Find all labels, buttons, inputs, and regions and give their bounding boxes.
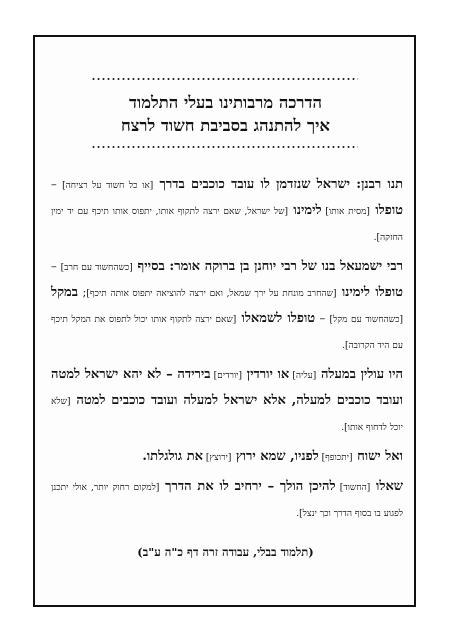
source-text: היו עולין במעלה: [316, 367, 403, 382]
source-text: בירידה – לא יהא ישראל למטה ועובד כוכבים למעלה, אלא ישראל למעלה ועובד כוכבים למטה: [51, 367, 403, 408]
source-text: את גולגלתו.: [142, 449, 203, 464]
separator-text: –: [315, 311, 330, 325]
source-text: להיכן הולך – ירחיב לו את הדרך: [159, 479, 336, 494]
commentary-text: [עליה]: [289, 371, 317, 381]
commentary-text: [החשוד]: [335, 483, 371, 493]
separator-text: –: [51, 177, 63, 191]
commentary-text: [שהחרב מונחת על ירך שמאל, ואם ירצה להוציאה יתפוס אותה תיכף]: [86, 289, 337, 299]
paragraph: [51, 362, 403, 440]
source-text: רבי ישמעאל בנו של רבי יוחנן בן ברוקה אומר: בסייף: [132, 259, 403, 274]
paragraph: [51, 474, 403, 526]
separator-text: –: [51, 259, 61, 273]
source-text: שאלו: [370, 479, 404, 494]
commentary-text: [שאם ירצה לתקוף אותו יכול לתפוס את המקל תיכף עם היד הקרובה].: [51, 315, 403, 351]
commentary-text: [כשהחשוד עם מקל]: [329, 315, 403, 325]
source-citation: (תלמוד בבלי, עבודה זרה דף כ"ה ע"ב): [137, 545, 314, 559]
source-text: לימינו: [288, 203, 322, 218]
commentary-text: [יתכופף]: [318, 453, 353, 463]
paragraph: [51, 172, 403, 250]
commentary-text: [שלא יוכל לדחוף אותו].: [51, 397, 403, 433]
paragraph: [51, 254, 403, 358]
source-text: לפניו, שמא ירוץ: [231, 449, 319, 464]
separator-text: ;: [78, 285, 87, 299]
commentary-text: [של ישראל, שאם ירצה לתקוף אותו, יתפוס אותו תיכף עם יד ימין החזקה].: [51, 207, 403, 243]
body-text: [51, 172, 403, 530]
dotted-divider-bottom: [91, 146, 358, 148]
source-text: טופלו לשמאלו: [236, 311, 316, 326]
commentary-text: [למקום רחוק יותר, אולי יתכנן לפגוע בו בסוף הדרך וכך ינצל].: [51, 483, 403, 519]
dotted-divider-top: [91, 78, 358, 80]
commentary-text: [מסית אותו]: [321, 207, 370, 217]
commentary-text: [ירוצץ]: [202, 453, 232, 463]
commentary-text: [כשהחשוד עם חרב]: [60, 263, 133, 273]
heading-line-2: איך להתנהג בסביבת חשוד לרצח: [120, 116, 331, 135]
source-text: טופלו לימינו: [336, 285, 404, 300]
paragraph: [51, 444, 403, 470]
source-text: ואל ישוח: [352, 449, 403, 464]
source-text: או יורדין: [242, 367, 290, 382]
commentary-text: [או כל חשוד על רציחה]: [62, 181, 154, 191]
commentary-text: [יורדים]: [210, 371, 243, 381]
source-text: טופלו: [369, 203, 403, 218]
heading-line-1: הדרכה מרבותינו בעלי התלמוד: [129, 93, 322, 112]
source-text: תנו רבנן: ישראל שנזדמן לו עובד כוכבים בדרך: [153, 177, 403, 192]
source-text: במקל: [51, 285, 79, 300]
